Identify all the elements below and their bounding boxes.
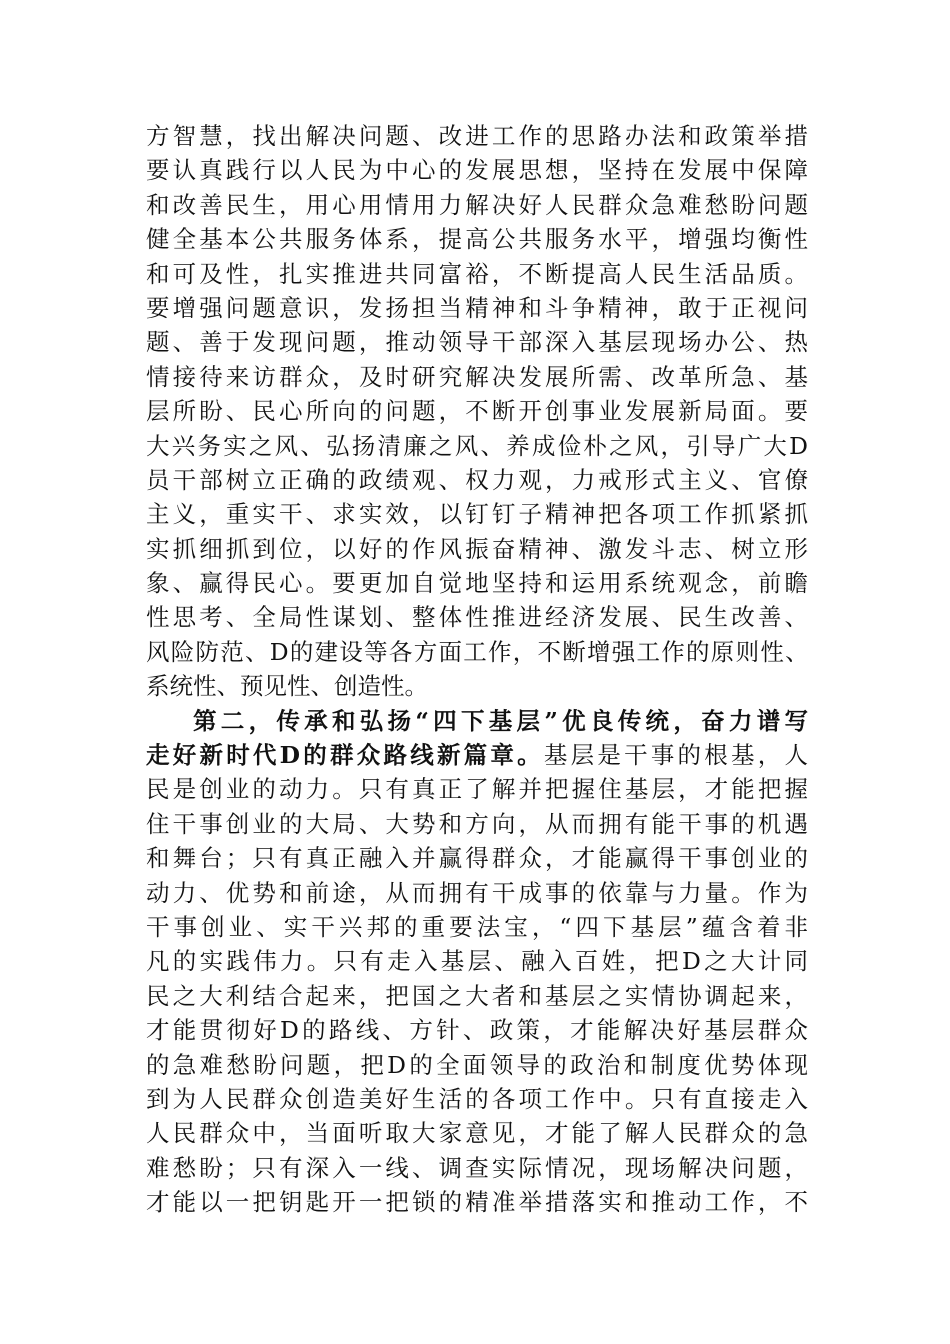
- text-line: 人民群众中，当面听取大家意见，才能了解人民群众的急: [146, 1119, 808, 1148]
- text-line: 层所盼、民心所向的问题，不断开创事业发展新局面。要: [146, 397, 808, 426]
- text-line: 凡的实践伟力。只有走入基层、融入百姓，把D之大计同: [146, 947, 808, 976]
- text-line: 难愁盼；只有深入一线、调查实际情况，现场解决问题，: [146, 1153, 808, 1182]
- text-line: 系统性、预见性、创造性。: [146, 672, 428, 701]
- text-line: 民是创业的动力。只有真正了解并把握住基层，才能把握: [146, 775, 808, 804]
- text-line: 题、善于发现问题，推动领导干部深入基层现场办公、热: [146, 328, 808, 357]
- text-line: 才能贯彻好D的路线、方针、政策，才能解决好基层群众: [146, 1016, 808, 1045]
- section-heading-line: 第二，传承和弘扬“四下基层”优良传统，奋力谱写: [193, 706, 808, 735]
- text-line: 才能以一把钥匙开一把锁的精准举措落实和推动工作，不: [146, 1188, 808, 1217]
- text-run: 基层是干事的根基，人: [543, 741, 808, 770]
- text-line: 到为人民群众创造美好生活的各项工作中。只有直接走入: [146, 1084, 808, 1113]
- text-line: 性思考、全局性谋划、整体性推进经济发展、民生改善、: [146, 603, 808, 632]
- text-line: 和可及性，扎实推进共同富裕，不断提高人民生活品质。: [146, 259, 808, 288]
- text-line: 方智慧，找出解决问题、改进工作的思路办法和政策举措: [146, 122, 808, 150]
- text-line: 的急难愁盼问题，把D的全面领导的政治和制度优势体现: [146, 1050, 808, 1079]
- text-line: 要增强问题意识，发扬担当精神和斗争精神，敢于正视问: [146, 293, 808, 322]
- text-line: [146, 738, 808, 772]
- text-line: 动力、优势和前途，从而拥有干成事的依靠与力量。作为: [146, 878, 808, 907]
- text-line: 象、赢得民心。要更加自觉地坚持和运用系统观念，前瞻: [146, 569, 808, 598]
- text-line: 和改善民生，用心用情用力解决好人民群众急难愁盼问题: [146, 190, 808, 219]
- text-line: 干事创业、实干兴邦的重要法宝，“四下基层”蕴含着非: [146, 912, 808, 941]
- text-line: 和舞台；只有真正融入并赢得群众，才能赢得干事创业的: [146, 844, 808, 873]
- text-line: 实抓细抓到位，以好的作风振奋精神、激发斗志、树立形: [146, 534, 808, 563]
- text-line: 健全基本公共服务体系，提高公共服务水平，增强均衡性: [146, 225, 808, 254]
- text-line: 风险防范、D的建设等各方面工作，不断增强工作的原则性、: [146, 637, 808, 666]
- text-line: 民之大利结合起来，把国之大者和基层之实情协调起来，: [146, 981, 808, 1010]
- text-line: 员干部树立正确的政绩观、权力观，力戒形式主义、官僚: [146, 465, 808, 494]
- text-line: 要认真践行以人民为中心的发展思想，坚持在发展中保障: [146, 156, 808, 185]
- text-line: 情接待来访群众，及时研究解决发展所需、改革所急、基: [146, 362, 808, 391]
- document-body: [146, 119, 808, 1220]
- paragraph-1: [146, 119, 808, 704]
- text-line: 住干事创业的大局、大势和方向，从而拥有能干事的机遇: [146, 809, 808, 838]
- text-line: 大兴务实之风、弘扬清廉之风、养成俭朴之风，引导广大D: [146, 431, 808, 460]
- text-line: 主义，重实干、求实效，以钉钉子精神把各项工作抓紧抓: [146, 500, 808, 529]
- paragraph-2: [146, 704, 808, 1220]
- section-heading-tail: 走好新时代D的群众路线新篇章。: [146, 741, 544, 770]
